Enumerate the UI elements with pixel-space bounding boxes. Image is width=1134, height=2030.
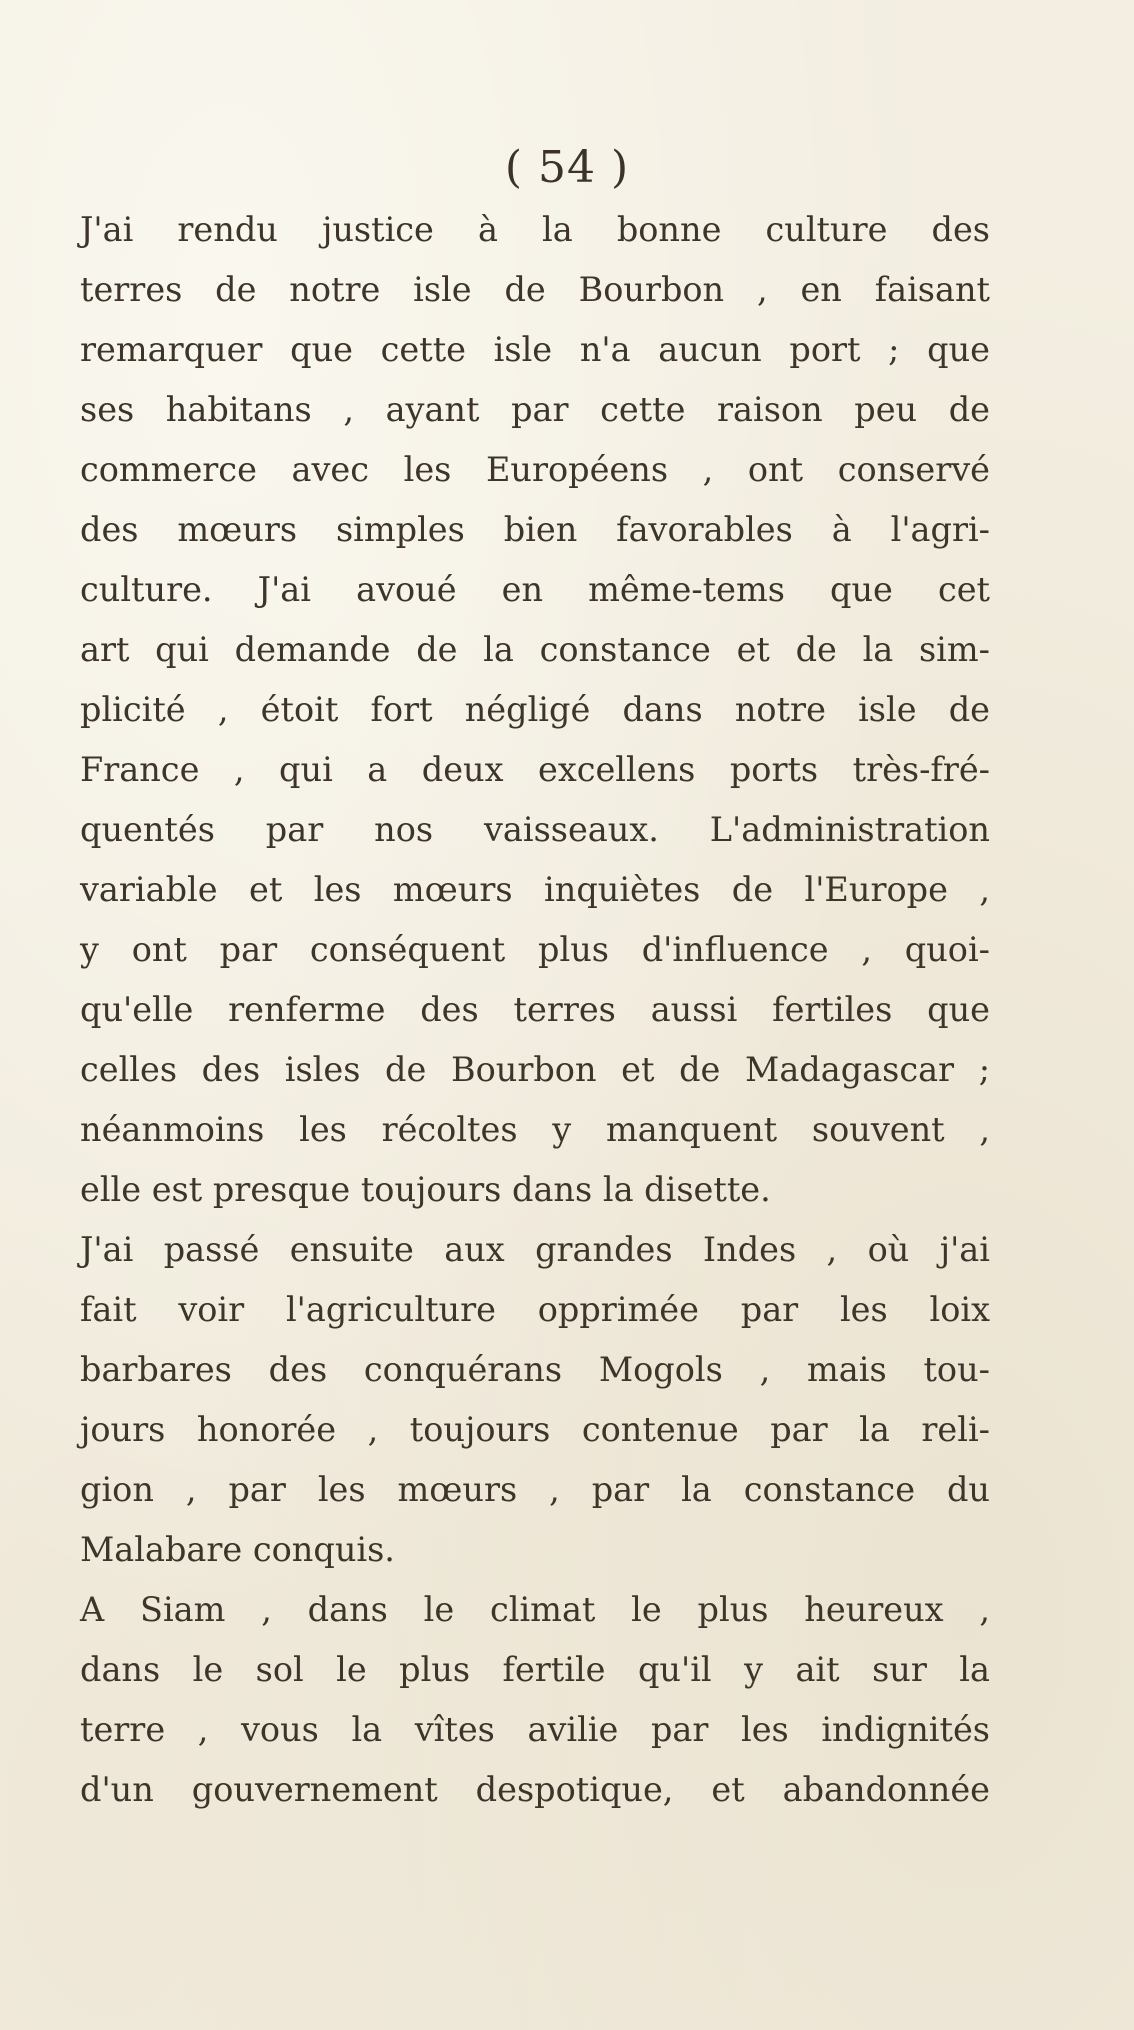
text-line: terre , vous la vîtes avilie par les indignités [80, 1710, 990, 1749]
text-line: terres de notre isle de Bourbon , en faisant [80, 270, 990, 309]
text-line: A Siam , dans le climat le plus heureux , [80, 1590, 990, 1629]
text-line: France , qui a deux excellens ports très-fré- [80, 750, 990, 789]
text-line: variable et les mœurs inquiètes de l'Europe , [80, 870, 990, 909]
text-line: fait voir l'agriculture opprimée par les loix [80, 1290, 990, 1329]
text-line: y ont par conséquent plus d'influence , quoi- [80, 930, 990, 969]
body-text [80, 200, 990, 1820]
text-line: jours honorée , toujours contenue par la reli- [80, 1410, 990, 1449]
text-line: gion , par les mœurs , par la constance du [80, 1470, 990, 1509]
page-number: ( 54 ) [504, 142, 630, 193]
text-line: néanmoins les récoltes y manquent souvent , [80, 1110, 990, 1149]
text-line: commerce avec les Européens , ont conservé [80, 450, 990, 489]
text-line: J'ai passé ensuite aux grandes Indes , où j'ai [80, 1230, 990, 1269]
text-line: J'ai rendu justice à la bonne culture des [80, 210, 990, 249]
text-line: art qui demande de la constance et de la sim- [80, 630, 990, 669]
text-line: dans le sol le plus fertile qu'il y ait sur la [80, 1650, 990, 1689]
text-line: d'un gouvernement despotique, et abandonnée [80, 1770, 990, 1809]
text-line: ses habitans , ayant par cette raison peu de [80, 390, 990, 429]
text-line: remarquer que cette isle n'a aucun port ; que [80, 330, 990, 369]
text-line: elle est presque toujours dans la disette. [80, 1170, 771, 1209]
text-line: quentés par nos vaisseaux. L'administration [80, 810, 990, 849]
text-line: barbares des conquérans Mogols , mais tou- [80, 1350, 990, 1389]
text-line: qu'elle renferme des terres aussi fertiles que [80, 990, 990, 1029]
text-line: plicité , étoit fort négligé dans notre isle de [80, 690, 990, 729]
text-line: celles des isles de Bourbon et de Madagascar ; [80, 1050, 990, 1089]
text-line: culture. J'ai avoué en même-tems que cet [80, 570, 990, 609]
text-line: des mœurs simples bien favorables à l'agri- [80, 510, 990, 549]
text-line: Malabare conquis. [80, 1530, 395, 1569]
